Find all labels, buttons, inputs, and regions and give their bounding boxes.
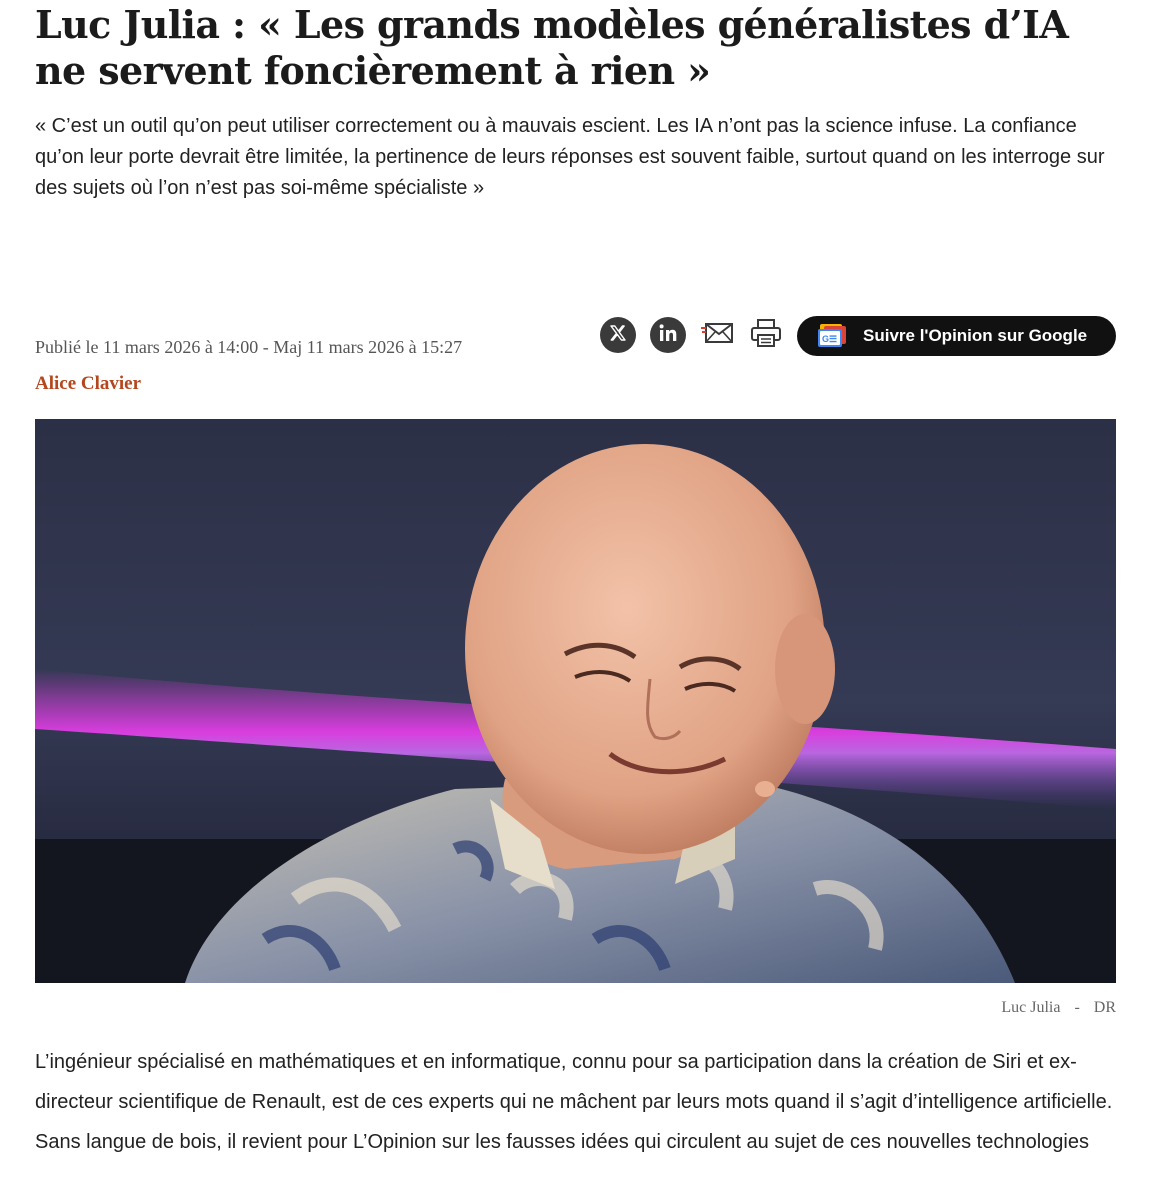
follow-google-label: Suivre l'Opinion sur Google xyxy=(863,326,1088,345)
print-icon xyxy=(750,318,782,353)
caption-name: Luc Julia xyxy=(1001,999,1061,1016)
linkedin-share-button[interactable] xyxy=(650,317,686,353)
google-news-icon xyxy=(817,324,847,348)
google-news-icon-text: G☰ xyxy=(822,334,838,344)
author-link[interactable]: Alice Clavier xyxy=(35,373,142,394)
x-share-button[interactable] xyxy=(600,317,636,353)
article-title: Luc Julia : « Les grands modèles généralistes d’IA ne servent foncièrement à rien » xyxy=(35,2,1069,93)
follow-google-button[interactable] xyxy=(797,316,1116,356)
article-photo xyxy=(35,419,1116,983)
email-icon xyxy=(700,320,736,351)
photo-caption xyxy=(1001,999,1116,1017)
x-icon xyxy=(609,324,627,347)
luc-julia-portrait-image xyxy=(35,419,1116,983)
publication-date: Publié le 11 mars 2026 à 14:00 - Maj 11 mars 2026 à 15:27 xyxy=(35,337,463,357)
article-standfirst: « C’est un outil qu’on peut utiliser correctement ou à mauvais escient. Les IA n’ont pas la science infuse. La confiance qu’on leur porte devrait être limitée, la pertinence de leurs réponses est souvent faible, surtout quand on les interroge sur des sujets où l’on n’est pas soi-même spécialiste » xyxy=(35,115,1105,199)
article-intro: L’ingénieur spécialisé en mathématiques et en informatique, connu pour sa participation dans la création de Siri et ex-directeur scientifique de Renault, est de ces experts qui ne mâchent par leurs mots quand il s’agit d’intelligence artificielle. Sans langue de bois, il revient pour L’Opinion sur les fausses idées qui circulent au sujet de ces nouvelles technologies xyxy=(35,1051,1113,1153)
caption-credit: DR xyxy=(1093,999,1116,1016)
print-button[interactable] xyxy=(748,317,784,353)
email-share-button[interactable] xyxy=(700,317,736,353)
caption-separator: - xyxy=(1074,999,1080,1016)
linkedin-icon xyxy=(658,323,678,348)
